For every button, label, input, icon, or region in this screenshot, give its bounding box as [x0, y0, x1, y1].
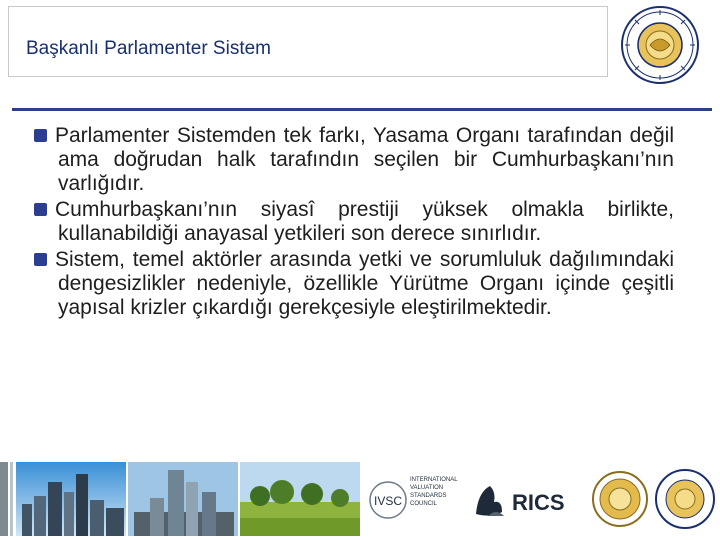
page-title: Başkanlı Parlamenter Sistem — [26, 38, 271, 59]
checkbox-bullet-icon — [34, 253, 47, 266]
tower-photo — [128, 462, 238, 536]
header-frame-left — [8, 6, 9, 76]
bullet-1 — [34, 124, 674, 196]
header-frame-right — [607, 6, 608, 76]
title-divider — [12, 108, 712, 111]
slide-body — [34, 124, 674, 322]
rics-logo — [466, 462, 584, 536]
university-seal-gold-icon — [590, 462, 650, 536]
ivsc-text: INTERNATIONAL VALUATION STANDARDS COUNCIL — [410, 477, 458, 507]
header-frame-bottom — [8, 76, 608, 77]
bullet-text: Cumhurbaşkanı’nın siyasî prestiji yüksek olmakla birlikte, kullanabildiği anayasal yetkileri son derece sınırlıdır. — [55, 198, 674, 245]
bullet-text: Sistem, temel aktörler arasında yetki ve sorumluluk dağılımındaki dengesizlikler nedeniyle, özellikle Yürütme Organı içinde çeşitli yapısal krizler çıkardığı gerekçesiyle eleştirilmektedir. — [55, 248, 674, 319]
footer-photo-strip — [0, 462, 360, 536]
ivsc-label: IVSC — [373, 494, 403, 508]
bullet-text: Parlamenter Sistemden tek farkı, Yasama Organı tarafından değil ama doğrudan halk tarafındın seçilen bir Cumhurbaşkanı’nın varlığıdır. — [55, 124, 674, 195]
ivsc-logo — [364, 462, 464, 536]
countryside-photo — [240, 462, 360, 536]
bullet-2 — [34, 198, 674, 246]
ankara-university-seal-icon — [620, 5, 700, 85]
city-skyline-photo — [16, 462, 126, 536]
slide-header — [0, 0, 720, 90]
bullet-3 — [34, 248, 674, 320]
ankara-university-seal-small-icon — [652, 462, 718, 536]
rics-label: RICS — [512, 490, 565, 515]
header-frame-top — [8, 6, 608, 7]
checkbox-bullet-icon — [34, 203, 47, 216]
checkbox-bullet-icon — [34, 129, 47, 142]
